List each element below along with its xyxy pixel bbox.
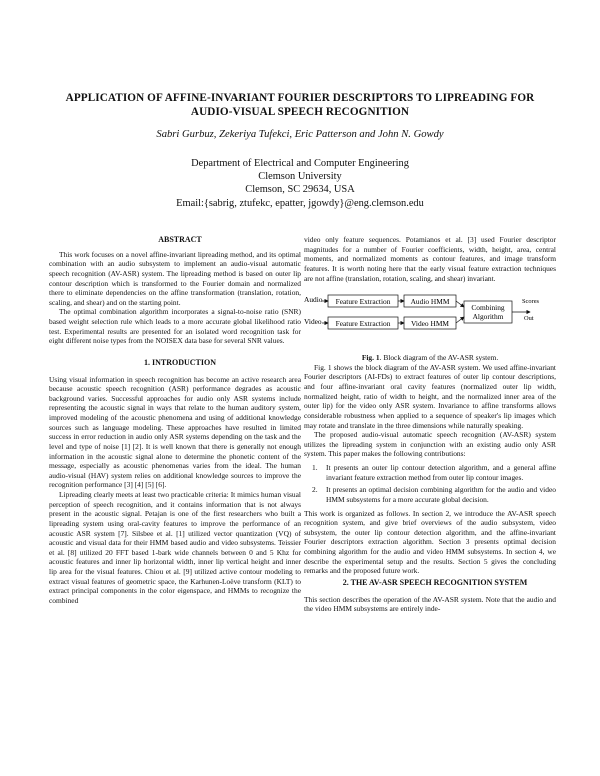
out-label: Out: [524, 315, 534, 323]
right-column: [304, 235, 556, 614]
organization-paragraph: This work is organized as follows. In section 2, we introduce the AV-ASR speech recognition system, and give brief overviews of the audio subsystem, video subsystem, the outer lip contour detection algorithm, and the affine-invariant Fourier descriptors extraction algorithm. Section 3 presents optimal decision combining algorithm for the audio and video HMM subsystems. In section 4, we describe the experimental setup and the results. Section 5 gives the concluding remarks and the proposed future work.: [304, 508, 556, 576]
abstract-paragraph: The optimal combination algorithm incorporates a signal-to-noise ratio (SNR) based weight selection rule which leads to a more accurate global likelihood ratio test. Experimental results are presented for an isolated word recognition task for eight different noise types from the NOISEX data base for several SNR values.: [49, 307, 301, 346]
affiliation-block: [20, 157, 580, 210]
list-item: [312, 463, 556, 482]
video-score-arrow: [456, 317, 464, 323]
intro-paragraph: Lipreading clearly meets at least two practicable criteria: It mimics human visual perception of speech recognition, and it contains information that is not always present in the acoustic signal. Petajan is one of the first researchers who built a lipreading system using oral-cavity features to improve the performance of an acoustic ASR system [7]. Silsbee et al. [1] utilized vector quantization (VQ) of acoustic and visual data for their HMM based audio and video subsystems. Teissier et al. [8] utilized 20 FFT based 1-bark wide channels between 0 and 5 Khz for acoustic features and inner lip horizontal width, inner lip vertical height and inner lip area for the visual features. Chiou et al. [9] utilized active contour modeling to extract visual features of geometric space, the Karhunen-Loève transform (KLT) to extract principal components in the color eigenspace, and HMMs to recognize the combined: [49, 490, 301, 605]
abstract-heading: ABSTRACT: [158, 235, 202, 244]
list-item-number: 2.: [312, 485, 318, 495]
left-column: [49, 235, 301, 606]
audio-hmm-label: Audio HMM: [410, 297, 450, 307]
scores-label: Scores: [522, 298, 540, 306]
figure-caption-number: Fig. 1: [361, 353, 380, 363]
combining-label-1: Combining: [471, 303, 505, 313]
video-hmm-label: Video HMM: [411, 319, 449, 329]
abstract-paragraph: This work focuses on a novel affine-invariant lipreading method, and its optimal combination with an audio subsystem to implement an audio-visual automatic speech recognition (AV-ASR) system. The lipreading method is based on outer lip contour description which is transformed to the Fourier domain and normalized there to eliminate dependencies on the affine transformation (translation, rotation, scaling, and shear) and on the starting point.: [49, 249, 301, 307]
contribution-list: [304, 463, 556, 505]
list-item: [312, 485, 556, 504]
audio-score-arrow: [456, 301, 464, 307]
block-diagram: [304, 289, 556, 351]
audio-feature-extraction-label: Feature Extraction: [335, 297, 391, 307]
affiliation-department: Department of Electrical and Computer Engineering: [191, 158, 409, 169]
section-2-paragraph: This section describes the operation of the AV-ASR system. Note that the audio and the video HMM subsystems are entirely inde-: [304, 594, 556, 614]
affiliation-email: Email:{sabrig, ztufekc, epatter, jgowdy}@eng.clemson.edu: [176, 197, 424, 209]
figure-1: [304, 289, 556, 351]
intro-heading: 1. INTRODUCTION: [143, 357, 216, 367]
list-item-number: 1.: [312, 463, 318, 472]
combining-label-2: Algorithm: [472, 312, 504, 322]
title-line-1: APPLICATION OF AFFINE-INVARIANT FOURIER DESCRIPTORS TO LIPREADING FOR: [65, 92, 535, 104]
paper-title: [20, 92, 580, 119]
list-item-text: It presents an optimal decision combining algorithm for the audio and video HMM subsystems for a more accurate global decision.: [326, 485, 556, 504]
figure-caption-text: . Block diagram of the AV-ASR system.: [379, 353, 499, 363]
list-item-text: It presents an outer lip contour detection algorithm, and a general affine invariant feature extraction method from outer lip contour images.: [326, 463, 556, 482]
title-line-2: AUDIO-VISUAL SPEECH RECOGNITION: [190, 105, 410, 118]
author-list: Sabri Gurbuz, Zekeriya Tufekci, Eric Patterson and John N. Gowdy: [156, 129, 444, 140]
figure-caption: [304, 353, 556, 363]
affiliation-address: Clemson, SC 29634, USA: [245, 184, 355, 196]
intro-continued-paragraph: video only feature sequences. Potamianos et al. [3] used Fourier descriptor magnitudes for a number of Fourier coefficients, width, height, area, central moments, and normalized moments as contour features, and image transform features. It is worth noting here that the early visual feature extraction techniques are not affine (translation, rotation, scaling, and shear) invariant.: [304, 235, 556, 283]
audio-input-label: Audio: [304, 295, 323, 305]
body-paragraph: Fig. 1 shows the block diagram of the AV-ASR system. We used affine-invariant Fourier descriptors (AI-FDs) to extract features of outer lip contour descriptions, and four affine-invariant oral cavity features (normalized outer lip width, normalized height, ratio of width to height, and the normalized inner area of the outer lip) for the video only ASR system. Invariance to affine transforms allows considerable robustness when applied to a sequence of speaker's lip images which may rotate and translate in the three dimensions while naturally speaking.: [304, 362, 556, 430]
video-feature-extraction-label: Feature Extraction: [335, 319, 391, 329]
affiliation-university: Clemson University: [258, 171, 342, 183]
body-paragraph: The proposed audio-visual automatic speech recognition (AV-ASR) system utilizes the lipreading system in conjunction with an existing audio only ASR system. This paper makes the following contributions:: [304, 430, 556, 459]
video-input-label: Video: [304, 317, 322, 327]
section-2-heading: 2. THE AV-ASR SPEECH RECOGNITION SYSTEM: [342, 577, 528, 587]
intro-paragraph: Using visual information in speech recognition has become an active research area because acoustic speech recognition (ASR) performance degrades as acoustic background varies. Successful approaches for audio only ASR systems include representing the acoustic signal in ways that relate to the human auditory system, improved modeling of the acoustic phenomena and using of additional knowledge sources such as language modeling. These approaches have resulted in limited success in error reduction in audio only ASR systems depending on the task and the level and type of noise [1] [2]. It is well known that there is generally not enough information in the acoustic signal alone to determine the phonetic content of the message, especially as acoustic phenomenas varies from the ideal. The human audio-visual (HAV) system relies on additional knowledge sources to improve the recognition performance [3] [4] [5] [6].: [49, 374, 301, 490]
